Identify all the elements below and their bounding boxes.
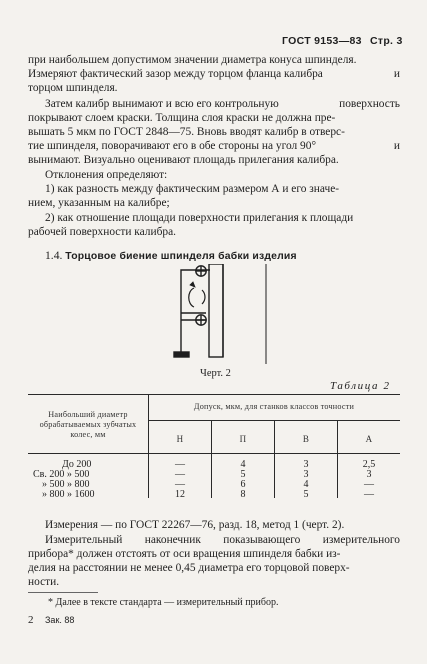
table-row-label: Св. 200 » 500 bbox=[33, 469, 90, 480]
text-line: торцом шпинделя. bbox=[28, 82, 118, 94]
table-cell: 2,5 bbox=[362, 459, 376, 470]
text-line: покрывают слоем краски. Толщина слоя краски не должна пре- bbox=[28, 112, 336, 124]
table-row-label: » 500 » 800 bbox=[42, 479, 90, 490]
text-line: вынимают. Визуально оценивают площадь прилегания калибра. bbox=[28, 154, 339, 166]
table-cell: 3 bbox=[303, 459, 309, 470]
text-line: Отклонения определяют: bbox=[45, 169, 168, 181]
table-cell: — bbox=[175, 459, 185, 470]
text-line: Затем калибр вынимают и всю его контрольную поверхность bbox=[45, 98, 400, 110]
section-heading bbox=[45, 249, 297, 262]
standard-title: ГОСТ 9153—83 bbox=[282, 35, 362, 47]
text-line: 2) как отношение площади поверхности прилегания к площади bbox=[45, 212, 354, 224]
table-header-rule bbox=[28, 453, 400, 454]
table-class-header: А bbox=[365, 434, 373, 444]
text-line: Измерения — по ГОСТ 22267—76, разд. 18, метод 1 (черт. 2). bbox=[45, 519, 345, 531]
table-cell: — bbox=[364, 489, 374, 500]
table-cell: — bbox=[175, 479, 185, 490]
table-class-header: В bbox=[302, 434, 310, 444]
table-cell: 12 bbox=[175, 489, 185, 500]
text-line: Измерительный наконечник показывающего измерительного bbox=[45, 534, 400, 546]
text-line: прибора* должен отстоять от оси вращения шпинделя бабки из- bbox=[28, 548, 341, 560]
table-row-label: » 800 » 1600 bbox=[42, 489, 95, 500]
table-top-rule bbox=[28, 394, 400, 395]
text-line: Измеряют фактический зазор между торцом фланца калибра и bbox=[28, 68, 400, 80]
text-line: при наибольшем допустимом значении диаметра конуса шпинделя. bbox=[28, 54, 357, 66]
section-number: 1.4. bbox=[45, 249, 63, 262]
footnote-rule bbox=[28, 592, 98, 593]
figure-caption: Черт. 2 bbox=[200, 368, 231, 379]
table-cell: 5 bbox=[303, 489, 309, 500]
table-cell: 6 bbox=[240, 479, 246, 490]
table-class-header: П bbox=[239, 434, 247, 444]
spindle-runout-figure bbox=[168, 264, 278, 364]
text-line: ности. bbox=[28, 576, 60, 588]
text-line: 1) как разность между фактическим размером А и его значе- bbox=[45, 183, 340, 195]
table-cell: 5 bbox=[240, 469, 246, 480]
table-cell: 4 bbox=[303, 479, 309, 490]
table-cell: 4 bbox=[240, 459, 246, 470]
footer-page: 2 bbox=[28, 614, 34, 626]
table-group-header: Допуск, мкм, для станков классов точности bbox=[193, 402, 355, 411]
table-cell: 3 bbox=[366, 469, 372, 480]
table-title: Таблица 2 bbox=[330, 380, 391, 392]
table-row-label: До 200 bbox=[62, 459, 92, 470]
table-cell: 8 bbox=[240, 489, 246, 500]
table-cell: — bbox=[175, 469, 185, 480]
text-line: рабочей поверхности калибра. bbox=[28, 226, 176, 238]
text-line: вышать 5 мкм по ГОСТ 2848—75. Вновь вводят калибр в отверс- bbox=[28, 126, 345, 138]
table-col1-header: Наибольший диаметр обрабатываемых зубчатых колес, мм bbox=[39, 410, 137, 439]
table-cell: — bbox=[364, 479, 374, 490]
text-line: делия на расстоянии не менее 0,45 диаметра его торцовой поверх- bbox=[28, 562, 350, 574]
section-title: Торцовое биение шпинделя бабки изделия bbox=[65, 251, 297, 262]
footnote: * Далее в тексте стандарта — измерительный прибор. bbox=[48, 597, 279, 608]
footer-mark: Зак. 88 bbox=[45, 615, 75, 625]
text-line: тие шпинделя, поворачивают его в обе стороны на угол 90° и bbox=[28, 140, 400, 152]
table-cell: 3 bbox=[303, 469, 309, 480]
table-class-header: Н bbox=[176, 434, 184, 444]
page-number: Стр. 3 bbox=[370, 35, 403, 47]
text-line: нием, указанным на калибре; bbox=[28, 197, 170, 209]
